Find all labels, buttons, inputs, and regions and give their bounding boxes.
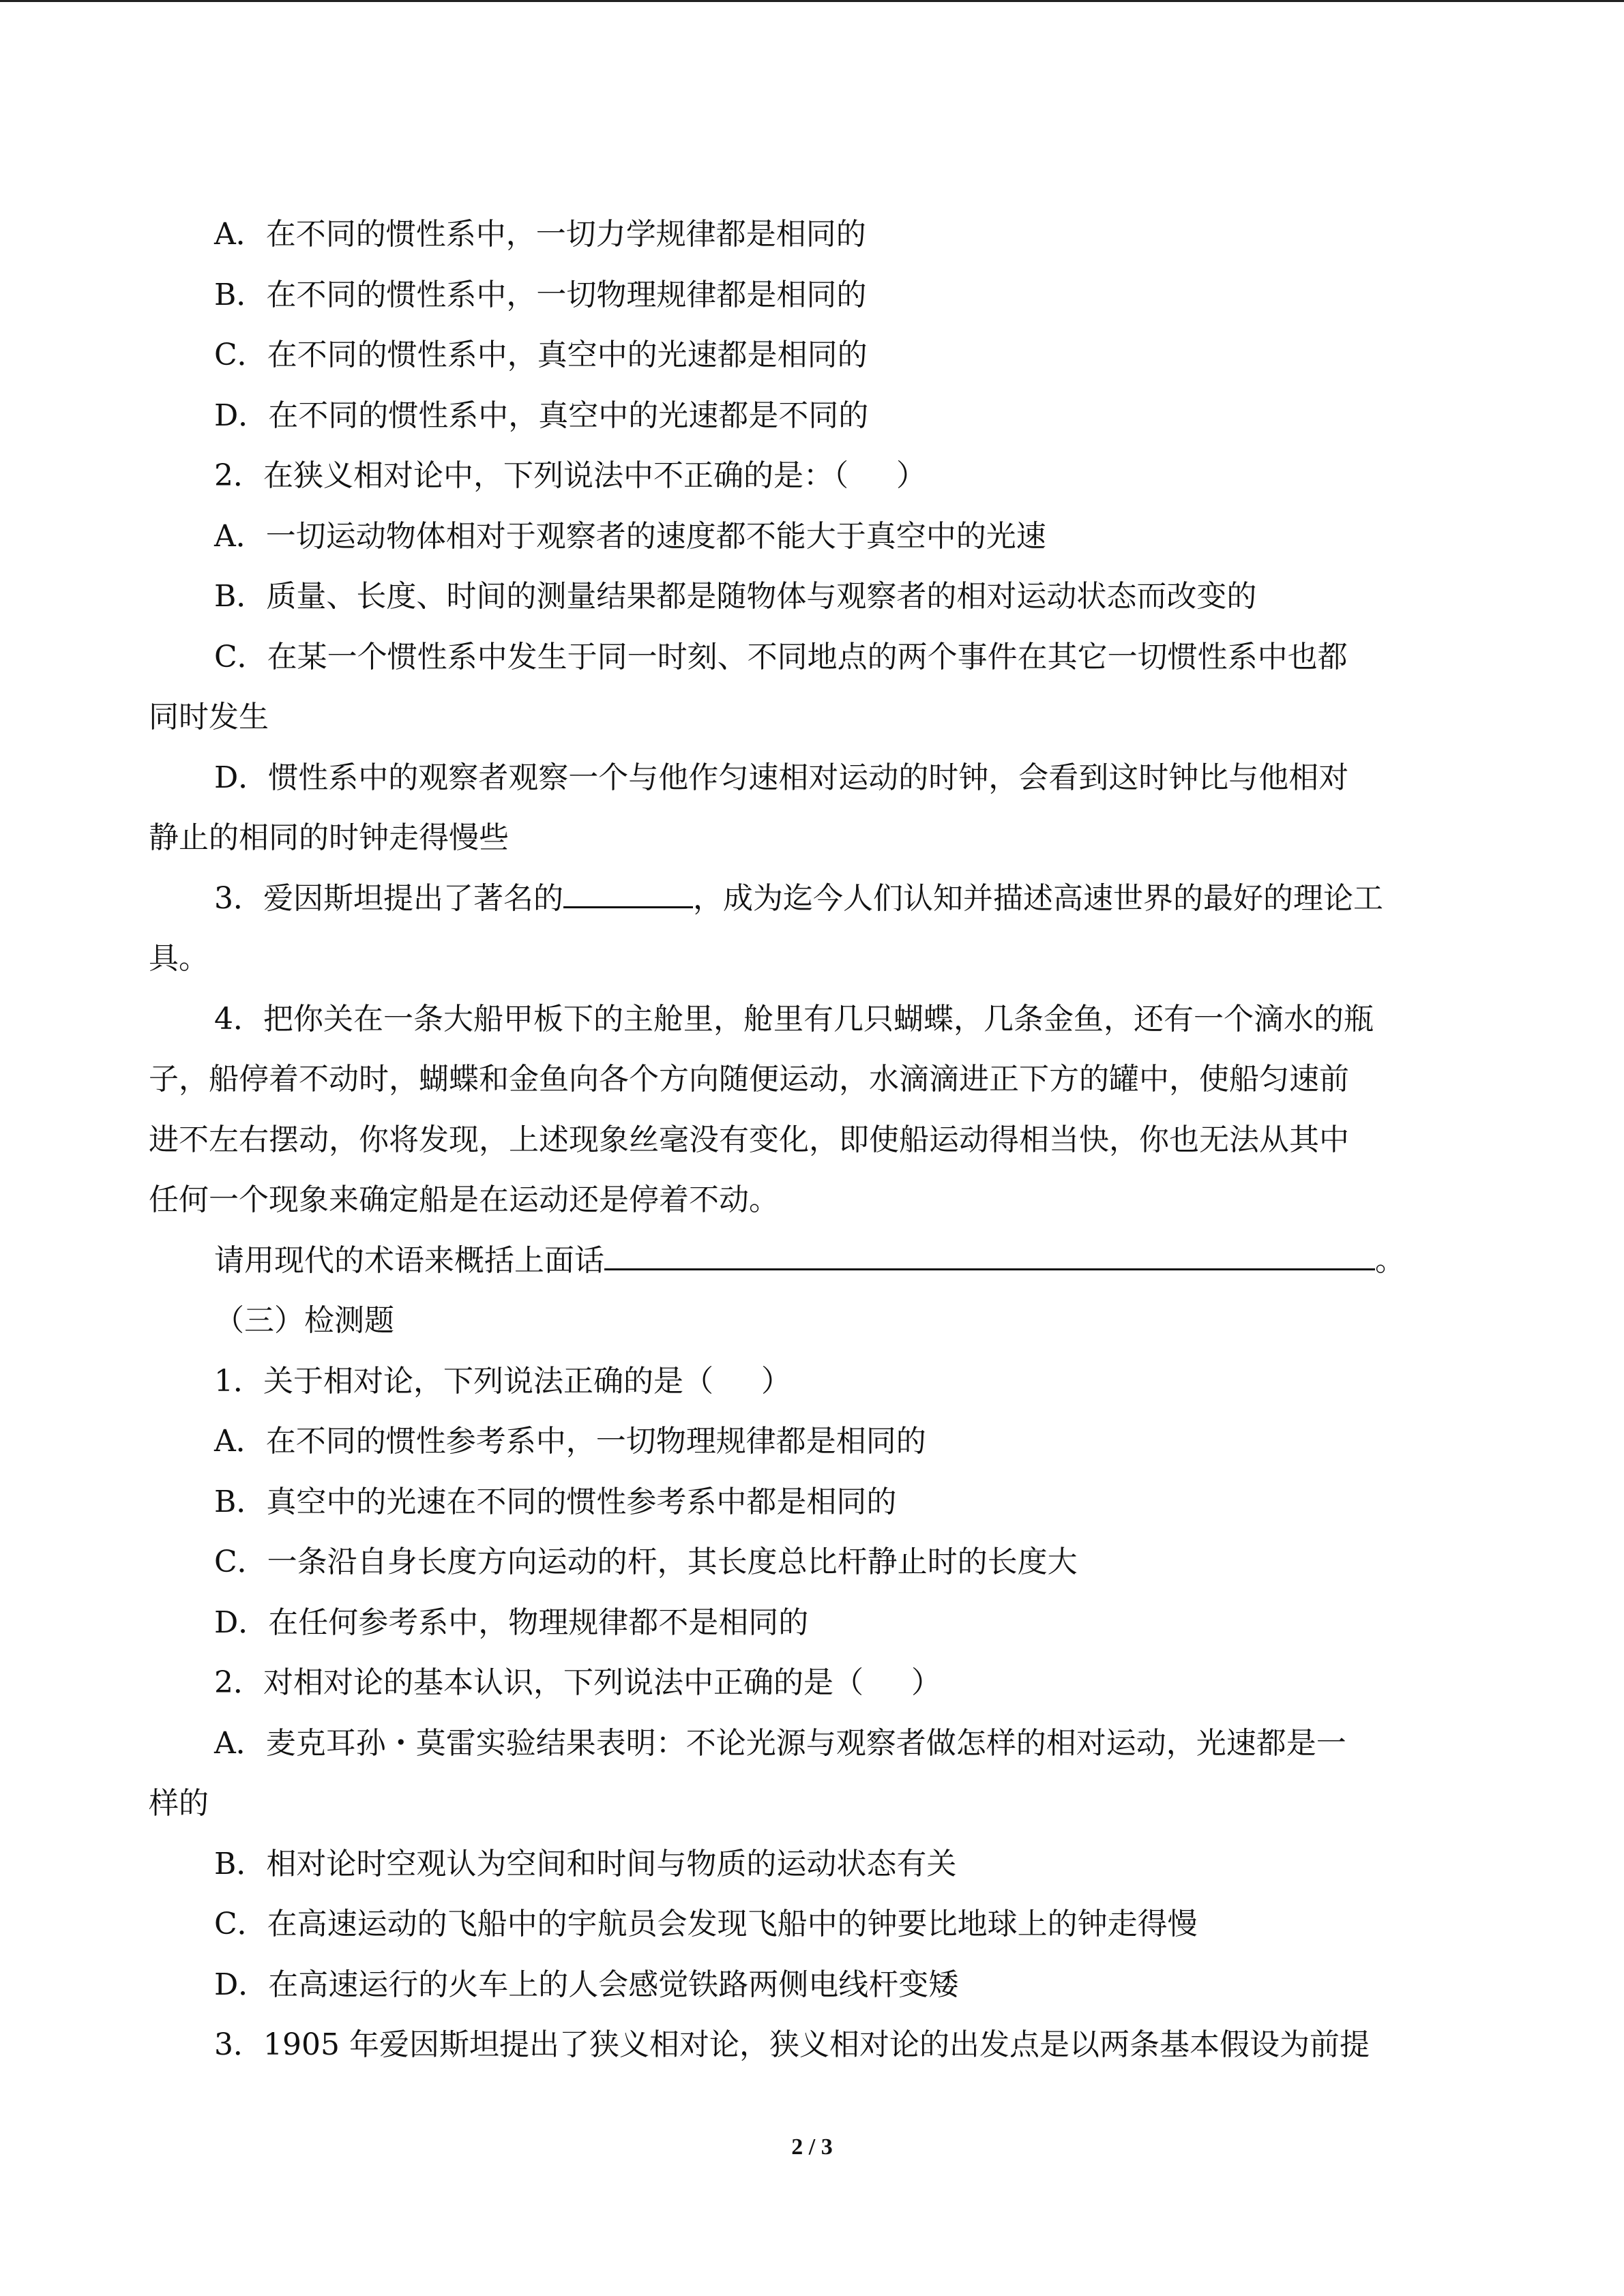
tq2-option-d: D．在高速运行的火车上的人会感觉铁路两侧电线杆变矮	[214, 1967, 959, 2002]
tq2-option-b: B．相对论时空观认为空间和时间与物质的运动状态有关	[214, 1846, 957, 1881]
question-3-stem	[149, 869, 1475, 929]
test-question-3-stem: 3．1905 年爱因斯坦提出了狭义相对论，狭义相对论的出发点是以两条基本假设为前提	[214, 2027, 1370, 2062]
q2-option-b: B．质量、长度、时间的测量结果都是随物体与观察者的相对运动状态而改变的	[214, 579, 1257, 614]
q2-option-c-continued: 同时发生	[149, 700, 269, 734]
page-number: 2 / 3	[791, 2134, 833, 2160]
test-question-2-text: 2．对相对论的基本认识，下列说法中正确的是（	[214, 1665, 863, 1700]
option-a-line: A．在不同的惯性系中，一切力学规律都是相同的	[214, 217, 866, 252]
tq1-option-c: C．一条沿自身长度方向运动的杆，其长度总比杆静止时的长度大	[214, 1545, 1078, 1579]
question-4-period: 。	[1375, 1242, 1405, 1278]
fill-in-blank-long	[604, 1238, 1375, 1270]
question-4-line-3: 进不左右摆动，你将发现，上述现象丝毫没有变化，即使船运动得相当快，你也无法从其中	[149, 1122, 1349, 1157]
question-3-text-start: 3．爱因斯坦提出了著名的	[214, 880, 563, 916]
option-b-line: B．在不同的惯性系中，一切物理规律都是相同的	[214, 277, 867, 312]
tq1-option-b: B．真空中的光速在不同的惯性参考系中都是相同的	[214, 1484, 897, 1519]
top-border-line	[0, 0, 1624, 2]
section-heading: （三）检测题	[214, 1303, 394, 1338]
option-d-line: D．在不同的惯性系中，真空中的光速都是不同的	[214, 398, 869, 433]
q2-option-a: A．一切运动物体相对于观察者的速度都不能大于真空中的光速	[214, 518, 1046, 554]
test-question-2-stem	[149, 1653, 1475, 1714]
question-4-line-2: 子，船停着不动时，蝴蝶和金鱼向各个方向随便运动，水滴滴进正下方的罐中，使船匀速前	[149, 1062, 1349, 1097]
closing-paren: ）	[896, 458, 926, 493]
document-body	[149, 205, 1475, 2076]
option-c-line: C．在不同的惯性系中，真空中的光速都是相同的	[214, 338, 868, 372]
fill-in-blank-short	[563, 876, 693, 908]
q2-option-d-continued: 静止的相同的时钟走得慢些	[149, 820, 509, 855]
test-question-1-stem	[149, 1352, 1475, 1412]
question-4-prompt-text: 请用现代的术语来概括上面话	[214, 1242, 604, 1278]
test-question-1-text: 1．关于相对论，下列说法正确的是（	[214, 1363, 713, 1399]
question-3-continued: 具。	[149, 941, 209, 976]
closing-paren: ）	[761, 1363, 791, 1399]
question-4-prompt	[149, 1231, 1475, 1292]
question-4-line-1: 4．把你关在一条大船甲板下的主舱里，舱里有几只蝴蝶，几条金鱼，还有一个滴水的瓶	[214, 1001, 1374, 1037]
q2-option-d: D．惯性系中的观察者观察一个与他作匀速相对运动的时钟，会看到这时钟比与他相对	[214, 760, 1349, 795]
tq2-option-a: A．麦克耳孙・莫雷实验结果表明：不论光源与观察者做怎样的相对运动，光速都是一	[214, 1725, 1346, 1761]
question-4-line-4: 任何一个现象来确定船是在运动还是停着不动。	[149, 1182, 779, 1217]
q2-option-c: C．在某一个惯性系中发生于同一时刻、不同地点的两个事件在其它一切惯性系中也都	[214, 639, 1348, 674]
tq1-option-a: A．在不同的惯性参考系中，一切物理规律都是相同的	[214, 1424, 926, 1459]
tq2-option-c: C．在高速运动的飞船中的宇航员会发现飞船中的钟要比地球上的钟走得慢	[214, 1907, 1198, 1941]
tq1-option-d: D．在任何参考系中，物理规律都不是相同的	[214, 1605, 809, 1640]
question-2-text: 2．在狭义相对论中，下列说法中不正确的是：（	[214, 458, 848, 493]
closing-paren: ）	[911, 1665, 941, 1700]
question-3-text-end: ，成为迄今人们认知并描述高速世界的最好的理论工	[693, 880, 1383, 916]
tq2-option-a-continued: 样的	[149, 1786, 209, 1821]
question-2-stem	[149, 446, 1475, 507]
